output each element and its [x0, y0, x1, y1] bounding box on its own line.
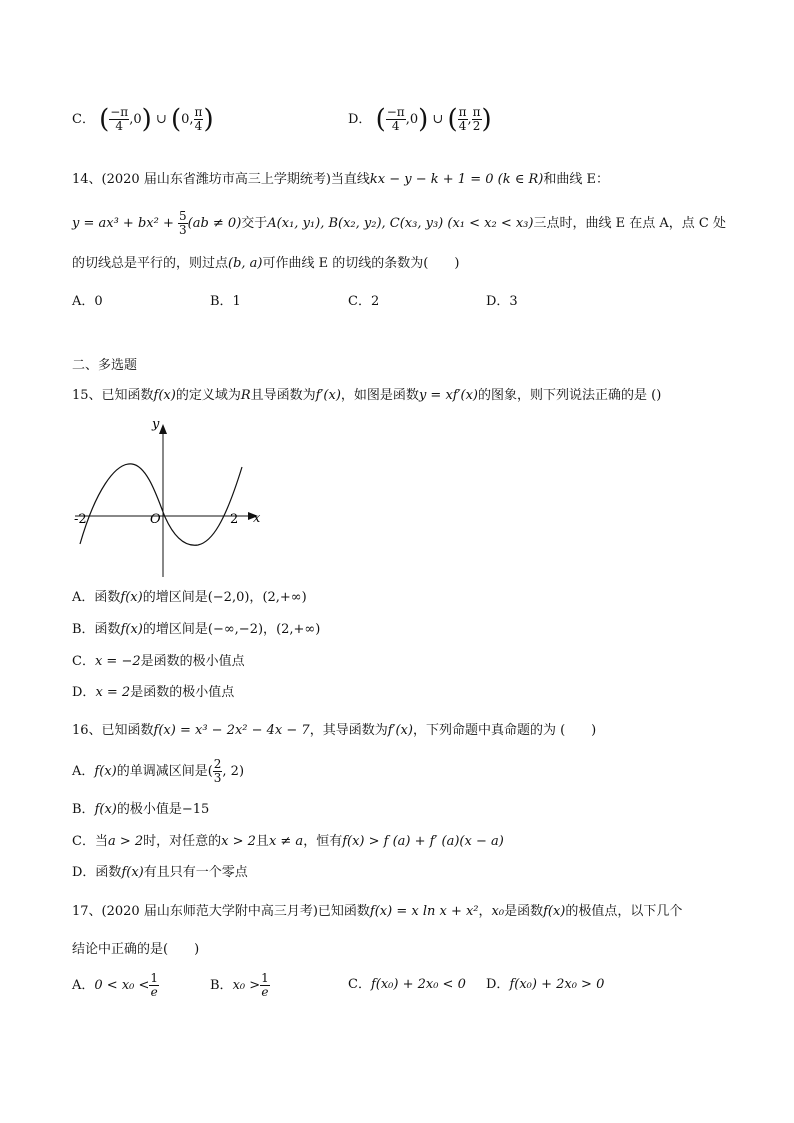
q15-option-a: A．函数f(x)的增区间是(−2,0)，(2,+∞) — [72, 590, 307, 605]
q15-option-b: B．函数f(x)的增区间是(−∞,−2)，(2,+∞) — [72, 622, 321, 637]
q17-option-c: C．f(x₀) + 2x₀ < 0 — [348, 977, 466, 992]
q14-option-b: B．1 — [210, 294, 241, 309]
graph-label-pos2: 2 — [230, 512, 239, 527]
q15-stem: 15、已知函数f(x)的定义域为R且导函数为f′(x)，如图是函数y = xf′(x)的图象，则下列说法正确的是 () — [72, 388, 662, 403]
q17-option-b: B．x₀ > $\frac{1}{e}$ — [210, 971, 269, 999]
q16-option-c: C．当a > 2时，对任意的x > 2且x ≠ a，恒有f(x) > f (a) + f′ (a)(x − a) — [72, 834, 504, 849]
q13-c-row: C． ( $\frac{-\pi}{4}$ ,0) ∪ (0, $\frac{\pi}{4}$ ) — [72, 106, 214, 140]
q14-option-a: A．0 — [72, 294, 103, 309]
q14-line2: y = ax³ + bx² + $\frac{5}{3}$ (ab ≠ 0)交于A(x₁, y₁), B(x₂, y₂), C(x₃, y₃) (x₁ < x₂ < x₃)三点时，曲线 E 在点 A，点 C 处 — [72, 209, 726, 237]
q16-option-a: A．f(x)的单调减区间是( $\frac{2}{3}$ , 2) — [72, 757, 245, 785]
y-axis-arrow — [159, 424, 167, 434]
q17-option-d: D．f(x₀) + 2x₀ > 0 — [486, 977, 605, 992]
graph-label-x: x — [253, 511, 261, 526]
q14-option-d: D．3 — [486, 294, 518, 309]
q17-stem: 17、(2020 届山东师范大学附中高三月考)已知函数f(x) = x ln x + x²，x₀是函数f(x)的极值点，以下几个 — [72, 904, 683, 919]
q14-option-c: C．2 — [348, 294, 380, 309]
frac-neg-pi-4: $\frac{-\pi}{4}$ — [110, 105, 129, 133]
q17-option-a: A．0 < x₀ < $\frac{1}{e}$ — [72, 971, 159, 999]
q16-option-b: B．f(x)的极小值是−15 — [72, 802, 210, 817]
q14-line1: 14、(2020 届山东省潍坊市高三上学期统考)当直线kx − y − k + 1 = 0 (k ∈ R)和曲线 E： — [72, 172, 609, 187]
option-d-label: D． — [348, 112, 372, 127]
option-c-label: C． — [72, 112, 95, 127]
q15-option-c: C．x = −2是函数的极小值点 — [72, 654, 245, 669]
curve-xfprime — [80, 464, 242, 545]
q15-graph — [70, 412, 270, 580]
q14-line3: 的切线总是平行的，则过点(b, a)可作曲线 E 的切线的条数为( ) — [72, 256, 460, 271]
graph-label-origin: O — [150, 512, 161, 527]
graph-label-neg2: -2 — [74, 512, 87, 527]
q17-line2: 结论中正确的是( ) — [72, 942, 200, 957]
graph-label-y: y — [152, 417, 160, 432]
frac-pi-4: $\frac{\pi}{4}$ — [194, 105, 203, 133]
section-heading: 二、多选题 — [72, 358, 138, 373]
q15-option-d: D．x = 2是函数的极小值点 — [72, 685, 235, 700]
q16-option-d: D．函数f(x)有且只有一个零点 — [72, 865, 248, 880]
q13-d-row: D． ( $\frac{-\pi}{4}$ ,0) ∪ ( $\frac{\pi}{4}$ , $\frac{\pi}{2}$ ) — [348, 106, 492, 140]
q16-stem: 16、已知函数f(x) = x³ − 2x² − 4x − 7，其导函数为f′(x)，下列命题中真命题的为 ( ) — [72, 723, 597, 738]
union-symbol: ∪ — [155, 112, 167, 127]
union-symbol: ∪ — [432, 112, 444, 127]
